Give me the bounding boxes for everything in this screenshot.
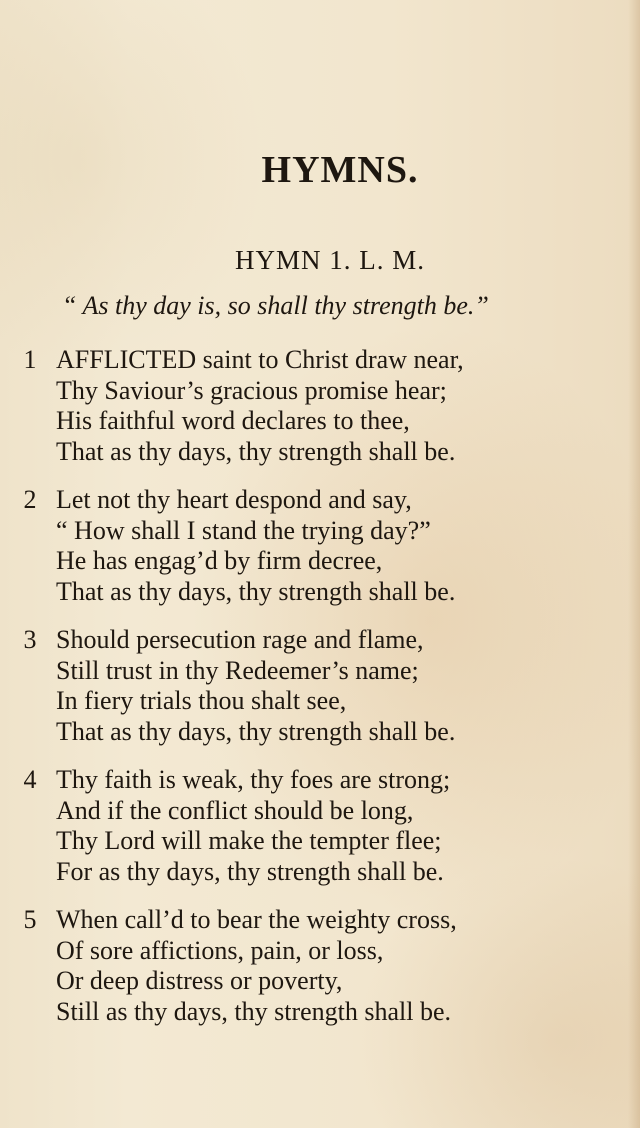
stanza-line bbox=[18, 997, 618, 1028]
stanza-line bbox=[18, 376, 618, 407]
stanza-number: 4 bbox=[23, 765, 37, 794]
stanza-line bbox=[18, 765, 618, 796]
stanza-3 bbox=[18, 625, 618, 747]
stanza-line bbox=[18, 656, 618, 687]
stanza-number: 5 bbox=[23, 905, 37, 934]
line-text: Or deep distress or poverty, bbox=[56, 966, 343, 995]
line-text: And if the conflict should be long, bbox=[56, 795, 414, 825]
line-text: That as thy days, thy strength shall be. bbox=[56, 576, 456, 606]
stanza-2 bbox=[18, 485, 618, 607]
stanza-line bbox=[18, 345, 618, 376]
line-text: Let not thy heart despond and say, bbox=[56, 485, 412, 514]
stanza-line bbox=[18, 966, 618, 997]
stanza-number: 1 bbox=[23, 345, 37, 374]
line-text: AFFLICTED saint to Christ draw near, bbox=[56, 345, 464, 374]
line-text: Thy Lord will make the tempter flee; bbox=[56, 826, 442, 855]
line-text: When call’d to bear the weighty cross, bbox=[56, 905, 457, 934]
stanza-line bbox=[18, 936, 618, 967]
stanza-1 bbox=[18, 345, 618, 467]
stanza-line bbox=[18, 516, 618, 547]
stanza-line bbox=[18, 686, 618, 717]
line-text: That as thy days, thy strength shall be. bbox=[56, 716, 456, 746]
stanza-line bbox=[18, 717, 618, 748]
stanza-number: 3 bbox=[23, 625, 37, 654]
stanza-line bbox=[18, 625, 618, 656]
line-text: Still as thy days, thy strength shall be. bbox=[56, 996, 452, 1026]
line-text: Thy Saviour’s gracious promise hear; bbox=[56, 375, 447, 405]
line-text: “ How shall I stand the trying day?” bbox=[56, 515, 431, 545]
stanza-line bbox=[18, 796, 618, 827]
hymn-title: HYMN 1. L. M. bbox=[234, 245, 425, 275]
line-text: He has engag’d by firm decree, bbox=[56, 546, 383, 575]
stanza-line bbox=[18, 406, 618, 437]
stanza-line bbox=[18, 826, 618, 857]
line-text: Of sore affictions, pain, or loss, bbox=[56, 935, 384, 965]
line-text: That as thy days, thy strength shall be. bbox=[56, 436, 456, 466]
line-text: For as thy days, thy strength shall be. bbox=[56, 856, 444, 886]
line-text: His faithful word declares to thee, bbox=[56, 406, 410, 435]
stanza-line bbox=[18, 857, 618, 888]
stanza-line bbox=[18, 546, 618, 577]
stanza-4 bbox=[18, 765, 618, 887]
line-text: Should persecution rage and flame, bbox=[56, 625, 424, 654]
stanza-number: 2 bbox=[23, 485, 37, 514]
stanza-line bbox=[18, 437, 618, 468]
line-text: Still trust in thy Redeemer’s name; bbox=[56, 655, 419, 685]
page-heading: HYMNS. bbox=[261, 149, 419, 191]
stanza-5 bbox=[18, 905, 618, 1027]
stanza-line bbox=[18, 485, 618, 516]
line-text: Thy faith is weak, thy foes are strong; bbox=[56, 765, 451, 794]
stanza-line bbox=[18, 905, 618, 936]
stanza-line bbox=[18, 577, 618, 608]
line-text: In fiery trials thou shalt see, bbox=[56, 686, 347, 715]
hymn-epigraph: “ As thy day is, so shall thy strength be.” bbox=[62, 291, 489, 320]
